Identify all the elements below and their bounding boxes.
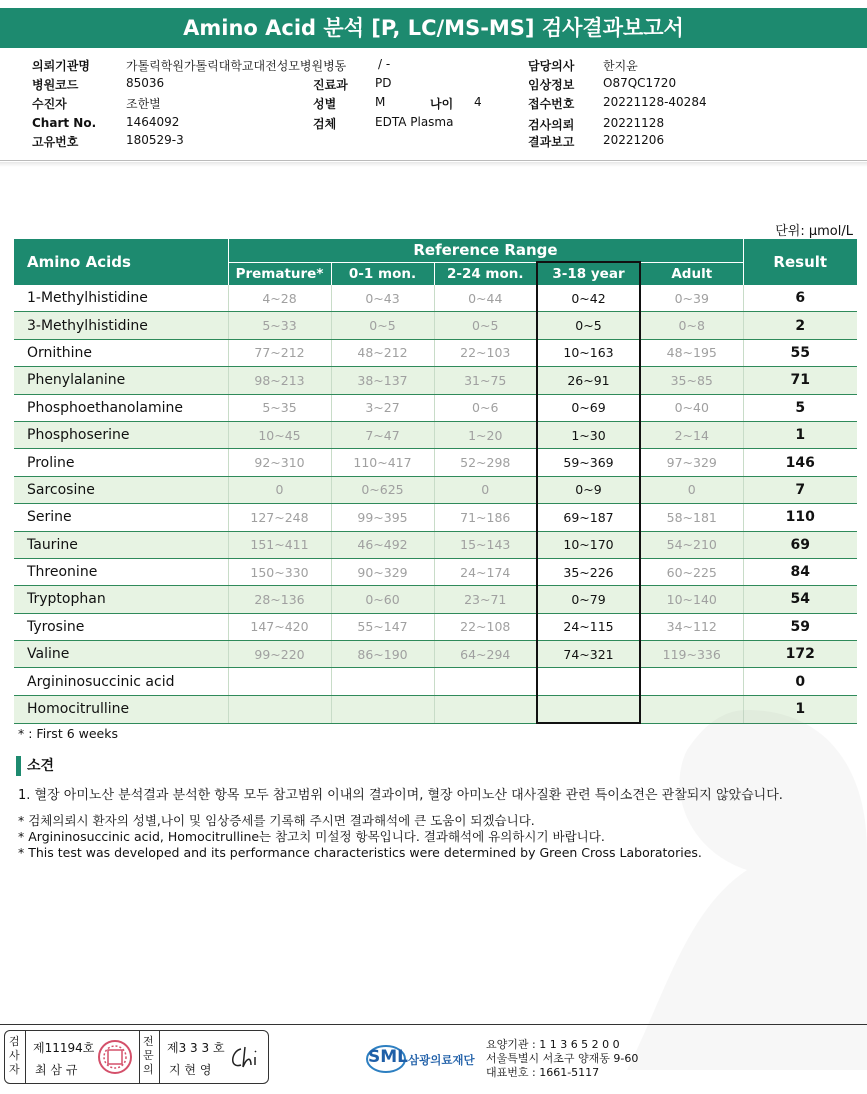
- specialist-name: 지 현 영: [169, 1063, 212, 1077]
- signature-icon: [227, 1043, 265, 1073]
- request-label: 검사의뢰: [528, 118, 575, 132]
- hospcode-label: 병원코드: [32, 78, 79, 92]
- reference-range-cell: 92~310: [228, 449, 331, 476]
- reference-range-cell: 10~45: [228, 421, 331, 448]
- unique-label: 고유번호: [32, 135, 79, 149]
- result-cell: 1: [743, 695, 857, 723]
- amino-acid-name: Serine: [14, 504, 228, 531]
- reference-range-cell: 0~6: [434, 394, 537, 421]
- dept-value: PD: [375, 76, 392, 90]
- reference-range-cell: 52~298: [434, 449, 537, 476]
- table-row: [14, 394, 857, 421]
- sub-header-0-1mon: 0-1 mon.: [331, 262, 434, 285]
- reference-range-cell: 99~220: [228, 641, 331, 668]
- reference-range-cell: 97~329: [640, 449, 743, 476]
- reference-range-cell: [228, 668, 331, 695]
- amino-acid-name: 1-Methylhistidine: [14, 285, 228, 312]
- reference-range-cell: 0~5: [331, 312, 434, 339]
- signature-box: [4, 1030, 269, 1084]
- reference-range-cell: 55~147: [331, 613, 434, 640]
- note-line: * This test was developed and its performance characteristics were determined by Green Cross Laboratories.: [18, 845, 702, 860]
- reference-range-cell: [434, 695, 537, 723]
- reference-range-cell: 38~137: [331, 367, 434, 394]
- specialist-label: 전 문 의: [143, 1035, 154, 1076]
- reference-range-cell: 46~492: [331, 531, 434, 558]
- reference-range-cell: 0~40: [640, 394, 743, 421]
- reference-range-cell: 77~212: [228, 339, 331, 366]
- reference-range-cell: 127~248: [228, 504, 331, 531]
- reference-range-cell: 86~190: [331, 641, 434, 668]
- header-divider: [0, 160, 867, 161]
- sml-logo: SML 삼광의료재단: [366, 1038, 491, 1078]
- patient-value: 조한별: [126, 97, 161, 111]
- amino-acid-name: Ornithine: [14, 339, 228, 366]
- reference-range-cell: 60~225: [640, 558, 743, 585]
- result-cell: 84: [743, 558, 857, 585]
- table-row: [14, 367, 857, 394]
- reference-range-cell: 59~369: [537, 449, 640, 476]
- amino-acid-name: Phenylalanine: [14, 367, 228, 394]
- reference-range-cell: 10~163: [537, 339, 640, 366]
- reference-range-cell: 26~91: [537, 367, 640, 394]
- reference-range-cell: 0~60: [331, 586, 434, 613]
- reference-range-cell: 0: [434, 476, 537, 503]
- reference-range-cell: 90~329: [331, 558, 434, 585]
- amino-acid-name: Threonine: [14, 558, 228, 585]
- sub-header-adult: Adult: [640, 262, 743, 285]
- reference-range-cell: 0~44: [434, 285, 537, 312]
- note-line: * Argininosuccinic acid, Homocitrulline는 참고치 미설정 항목입니다. 결과해석에 유의하시기 바랍니다.: [18, 829, 605, 844]
- result-cell: 59: [743, 613, 857, 640]
- age-label: 나이: [430, 97, 454, 111]
- reference-range-cell: 0~9: [537, 476, 640, 503]
- specimen-label: 검체: [313, 117, 337, 131]
- table-row: [14, 476, 857, 503]
- result-cell: 7: [743, 476, 857, 503]
- table-row: [14, 285, 857, 312]
- reference-range-cell: [331, 668, 434, 695]
- tester-name: 최 삼 규: [35, 1063, 78, 1077]
- doctor-value: 한지윤: [603, 59, 638, 73]
- reference-range-cell: 98~213: [228, 367, 331, 394]
- comment-heading: 소견: [16, 756, 54, 776]
- chart-label: Chart No.: [32, 116, 97, 130]
- table-row: [14, 641, 857, 668]
- sub-header-2-24mon: 2-24 mon.: [434, 262, 537, 285]
- reference-range-cell: 5~33: [228, 312, 331, 339]
- reference-range-cell: 15~143: [434, 531, 537, 558]
- result-cell: 71: [743, 367, 857, 394]
- table-row: [14, 504, 857, 531]
- reference-range-cell: 1~30: [537, 421, 640, 448]
- reference-range-cell: 0~79: [537, 586, 640, 613]
- chart-value: 1464092: [126, 115, 180, 129]
- header-shadow: [0, 162, 867, 167]
- reference-range-cell: 24~115: [537, 613, 640, 640]
- result-cell: 69: [743, 531, 857, 558]
- reference-range-cell: 22~108: [434, 613, 537, 640]
- dept-label: 진료과: [313, 78, 348, 92]
- institution-value: 가톨릭학원가톨릭대학교대전성모병원병동: [126, 59, 347, 73]
- reference-range-cell: 48~212: [331, 339, 434, 366]
- reference-range-cell: 4~28: [228, 285, 331, 312]
- table-row: [14, 531, 857, 558]
- reference-range-cell: 0: [640, 476, 743, 503]
- sex-value: M: [375, 95, 386, 109]
- clinical-label: 임상정보: [528, 78, 575, 92]
- institution-label: 의뢰기관명: [32, 59, 90, 73]
- reference-range-cell: 31~75: [434, 367, 537, 394]
- org-phone: 대표번호 : 1661-5117: [486, 1066, 600, 1079]
- receipt-value: 20221128-40284: [603, 95, 707, 109]
- table-row: [14, 312, 857, 339]
- notes-block: [18, 813, 702, 861]
- hospcode-value: 85036: [126, 76, 165, 90]
- reference-range-cell: 0~42: [537, 285, 640, 312]
- tester-label: 검 사 자: [9, 1035, 20, 1076]
- clinical-value: O87QC1720: [603, 76, 677, 90]
- org-info: [486, 1038, 638, 1080]
- amino-acid-name: Tryptophan: [14, 586, 228, 613]
- watermark-logo: [627, 690, 867, 1070]
- reference-range-cell: 147~420: [228, 613, 331, 640]
- specialist-license: 제3 3 3 호: [167, 1041, 225, 1055]
- reference-range-cell: 0: [228, 476, 331, 503]
- table-row: [14, 339, 857, 366]
- org-address: 서울특별시 서초구 양재동 9-60: [486, 1052, 639, 1065]
- result-cell: 54: [743, 586, 857, 613]
- reference-range-cell: 34~112: [640, 613, 743, 640]
- result-cell: 5: [743, 394, 857, 421]
- reference-range-cell: 0~8: [640, 312, 743, 339]
- reference-range-header: Reference Range: [228, 239, 743, 262]
- reference-range-cell: [228, 695, 331, 723]
- doctor-label: 담당의사: [528, 59, 575, 73]
- report-title: Amino Acid 분석 [P, LC/MS-MS] 검사결과보고서: [0, 8, 867, 48]
- reference-range-cell: 119~336: [640, 641, 743, 668]
- amino-acid-name: Proline: [14, 449, 228, 476]
- sub-header-premature: Premature*: [228, 262, 331, 285]
- result-cell: 172: [743, 641, 857, 668]
- comment-text: 1. 혈장 아미노산 분석결과 분석한 항목 모두 참고범위 이내의 결과이며, 혈장 아미노산 대사질환 관련 특이소견은 관찰되지 않았습니다.: [18, 788, 783, 803]
- reference-range-cell: 54~210: [640, 531, 743, 558]
- reference-range-cell: 1~20: [434, 421, 537, 448]
- tester-license: 제11194호: [33, 1041, 95, 1055]
- seal-stamp-icon: [97, 1039, 133, 1075]
- ward-value: / -: [378, 57, 391, 71]
- note-line: * 검체의뢰시 환자의 성별,나이 및 임상증세를 기록해 주시면 결과해석에 큰 도움이 되겠습니다.: [18, 813, 535, 828]
- sub-header-3-18year: 3-18 year: [537, 262, 640, 285]
- reference-range-cell: 74~321: [537, 641, 640, 668]
- reference-range-cell: 0~69: [537, 394, 640, 421]
- specimen-value: EDTA Plasma: [375, 115, 454, 129]
- reference-range-cell: 7~47: [331, 421, 434, 448]
- table-footnote: * : First 6 weeks: [18, 726, 118, 741]
- org-code: 요양기관 : 1 1 3 6 5 2 0 0: [486, 1038, 620, 1051]
- result-cell: 6: [743, 285, 857, 312]
- reference-range-cell: 3~27: [331, 394, 434, 421]
- amino-acid-name: Sarcosine: [14, 476, 228, 503]
- reference-range-cell: [537, 695, 640, 723]
- reference-range-cell: 35~226: [537, 558, 640, 585]
- unit-label: 단위: μmol/L: [775, 224, 853, 239]
- reference-range-cell: 0~5: [537, 312, 640, 339]
- amino-acid-name: 3-Methylhistidine: [14, 312, 228, 339]
- report-label: 결과보고: [528, 135, 575, 149]
- reference-range-cell: 151~411: [228, 531, 331, 558]
- reference-range-cell: 150~330: [228, 558, 331, 585]
- patient-info: [0, 55, 867, 155]
- amino-acid-name: Tyrosine: [14, 613, 228, 640]
- amino-acids-header: Amino Acids: [14, 239, 228, 285]
- reference-range-cell: 69~187: [537, 504, 640, 531]
- reference-range-cell: 0~43: [331, 285, 434, 312]
- table-row: [14, 558, 857, 585]
- reference-range-cell: 24~174: [434, 558, 537, 585]
- report-value: 20221206: [603, 133, 665, 147]
- amino-acid-name: Homocitrulline: [14, 695, 228, 723]
- reference-range-cell: 28~136: [228, 586, 331, 613]
- amino-acid-name: Phosphoserine: [14, 421, 228, 448]
- reference-range-cell: 22~103: [434, 339, 537, 366]
- unique-value: 180529-3: [126, 133, 184, 147]
- age-value: 4: [474, 95, 482, 109]
- table-row: [14, 613, 857, 640]
- amino-acid-name: Phosphoethanolamine: [14, 394, 228, 421]
- reference-range-cell: 48~195: [640, 339, 743, 366]
- amino-acid-name: Taurine: [14, 531, 228, 558]
- table-row: [14, 421, 857, 448]
- table-row: [14, 586, 857, 613]
- footer-divider: [0, 1024, 867, 1025]
- reference-range-cell: 71~186: [434, 504, 537, 531]
- result-cell: 0: [743, 668, 857, 695]
- reference-range-cell: 64~294: [434, 641, 537, 668]
- reference-range-cell: [537, 668, 640, 695]
- reference-range-cell: 58~181: [640, 504, 743, 531]
- org-name: 삼광의료재단: [408, 1053, 475, 1067]
- result-cell: 55: [743, 339, 857, 366]
- reference-range-cell: 35~85: [640, 367, 743, 394]
- amino-acid-name: Argininosuccinic acid: [14, 668, 228, 695]
- reference-range-cell: 10~140: [640, 586, 743, 613]
- reference-range-cell: 10~170: [537, 531, 640, 558]
- receipt-label: 접수번호: [528, 97, 575, 111]
- reference-range-cell: 0~39: [640, 285, 743, 312]
- result-cell: 146: [743, 449, 857, 476]
- reference-range-cell: 23~71: [434, 586, 537, 613]
- result-header: Result: [743, 239, 857, 285]
- request-value: 20221128: [603, 116, 665, 130]
- reference-range-cell: 0~5: [434, 312, 537, 339]
- table-row: [14, 449, 857, 476]
- reference-range-cell: [331, 695, 434, 723]
- result-cell: 110: [743, 504, 857, 531]
- reference-range-cell: 0~625: [331, 476, 434, 503]
- result-cell: 1: [743, 421, 857, 448]
- result-cell: 2: [743, 312, 857, 339]
- reference-range-cell: 110~417: [331, 449, 434, 476]
- patient-label: 수진자: [32, 97, 67, 111]
- sex-label: 성별: [313, 97, 337, 111]
- reference-range-cell: 2~14: [640, 421, 743, 448]
- reference-table: [14, 239, 857, 724]
- amino-acid-name: Valine: [14, 641, 228, 668]
- reference-range-cell: 5~35: [228, 394, 331, 421]
- reference-range-cell: [434, 668, 537, 695]
- reference-range-cell: 99~395: [331, 504, 434, 531]
